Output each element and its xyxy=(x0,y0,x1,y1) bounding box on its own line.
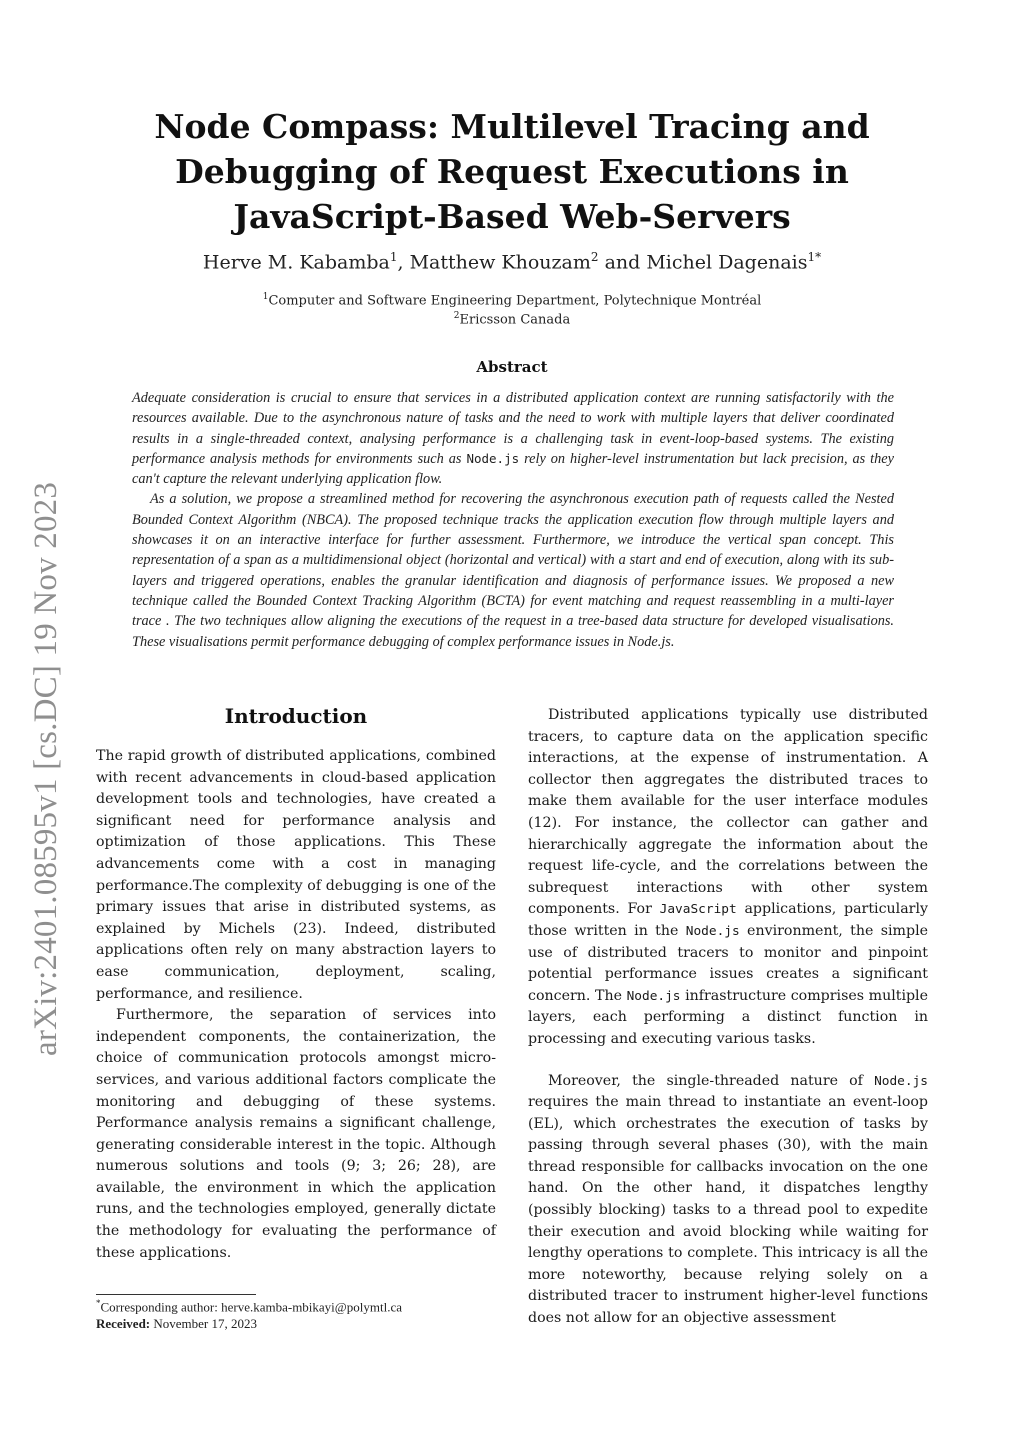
body-text: applications, particularly those written in the xyxy=(528,901,928,939)
abstract-text: Adequate consideration is crucial to ensure that services in a distributed application context are running satisfactorily with the resources available. Due to the asynchronous nature of tasks and the need to work with multiple layers that deliver coordinated results in a single-threaded context, analysing performance is a challenging task in event-loop-based systems. The existing performance analysis methods for environments such as xyxy=(132,390,894,467)
affiliation xyxy=(90,311,934,327)
abstract-body xyxy=(132,388,894,652)
body-text: environment, the simple use of distributed tracers to monitor and pinpoint potential performance issues creates a significant concern. The xyxy=(528,922,929,1004)
body-text: requires the main thread to instantiate an event-loop (EL), which orchestrates the execution of tasks by passing through several phases (30), with the main thread responsible for callbacks invocation on the one hand. On the other hand, it dispatches lengthy (possibly blocking) tasks to a thread pool to expedite their execution and avoid blocking while waiting for lengthy operations to complete. This intricacy is all the more noteworthy, because relying solely on a distributed tracer to instrument higher-level functions does not allow for an objective assessment xyxy=(528,1094,928,1327)
right-column xyxy=(528,705,928,1330)
body-text: infrastructure comprises multiple layers, each performing a distinct function in processing and executing various tasks. xyxy=(528,987,928,1047)
author-separator: , xyxy=(397,251,410,274)
author-mark: 1* xyxy=(807,250,822,264)
body-text: Moreover, the single-threaded nature of xyxy=(548,1072,875,1089)
inline-code: JavaScript xyxy=(659,902,737,918)
affiliation-mark: 1 xyxy=(262,292,269,302)
left-column xyxy=(96,702,496,1264)
author-separator: and xyxy=(598,251,647,274)
author-mark: 1 xyxy=(389,250,398,264)
body-paragraph: The rapid growth of distributed applications, combined with recent advancements in cloud-based application development tools and technologies, have created a significant need for performance analysis and optimization of those applications. This These advancements come with a cost in managing performance.The complexity of debugging is one of the primary issues that arise in distributed systems, as explained by Michels (23). Indeed, distributed applications often rely on many abstraction layers to ease communication, deployment, scaling, performance, and resilience. xyxy=(96,748,496,1002)
author-name: Michel Dagenais xyxy=(646,251,808,274)
footnote-corresponding-author xyxy=(96,1298,516,1315)
affiliation xyxy=(90,292,934,308)
author-name: Herve M. Kabamba xyxy=(202,251,390,274)
affiliation-text: Computer and Software Engineering Department, Polytechnique Montréal xyxy=(268,293,762,309)
abstract-text: rely on higher-level instrumentation but lack precision, as they can't capture the relevant underlying application flow. xyxy=(132,450,894,488)
body-paragraph: Furthermore, the separation of services into independent components, the containerization, the choice of communication protocols amongst micro-services, and various additional factors complicate the monitoring and debugging of these systems. Performance analysis remains a significant challenge, generating considerable interest in the topic. Although numerous solutions and tools (9; 3; 26; 28), are available, the environment in which the application runs, and the technologies employed, generally dictate the methodology for evaluating the performance of these applications. xyxy=(96,1007,496,1261)
abstract-paragraph: As a solution, we propose a streamlined method for recovering the asynchronous execution path of requests called the Nested Bounded Context Algorithm (NBCA). The proposed technique tracks the application execution flow through multiple layers and showcases it on an interactive interface for further assessment. Furthermore, we introduce the vertical span concept. This representation of a span as a multidimensional object (horizontal and vertical) with a start and end of execution, along with its sub-layers and triggered operations, enables the granular identification and diagnosis of performance issues. We proposed a new technique called the Bounded Context Tracking Algorithm (BCTA) for event matching and request reassembling in a multi-layer trace . The two techniques allow aligning the executions of the request in a tree-based data structure for developed visualisations. These visualisations permit performance debugging of complex performance issues in Node.js. xyxy=(132,491,894,650)
inline-code: Node.js xyxy=(685,923,740,939)
body-text: Distributed applications typically use distributed tracers, to capture data on the application specific interactions, at the expense of instrumentation. A collector then aggregates the distributed traces to make them available for the user interface modules (12). For instance, the collector can gather and hierarchically aggregate the information about the request life-cycle, and the correlations between the subrequest interactions with other system components. For xyxy=(528,707,928,918)
footnote-mark: * xyxy=(96,1298,101,1308)
body-paragraph xyxy=(528,1071,928,1330)
section-heading-introduction: Introduction xyxy=(224,704,368,728)
arxiv-identifier: arXiv:2401.08595v1 [cs.DC] 19 Nov 2023 xyxy=(28,481,64,1056)
author-mark: 2 xyxy=(590,250,599,264)
abstract-heading: Abstract xyxy=(476,358,548,376)
received-label: Received: xyxy=(96,1316,151,1331)
inline-code: Node.js xyxy=(466,450,520,466)
received-date: November 17, 2023 xyxy=(150,1316,258,1331)
paper-title: Node Compass: Multilevel Tracing and Debugging of Request Executions in JavaScript-Based Web-Servers xyxy=(154,107,870,236)
affiliation-text: Ericsson Canada xyxy=(459,312,571,328)
author-list xyxy=(90,250,934,273)
author-name: Matthew Khouzam xyxy=(409,251,591,274)
inline-code: Node.js xyxy=(874,1073,928,1089)
abstract-paragraph xyxy=(132,388,894,489)
footnote-text: Corresponding author: herve.kamba-mbikayi@polymtl.ca xyxy=(100,1299,403,1315)
footnote-divider xyxy=(96,1294,256,1295)
footnote-received xyxy=(96,1316,516,1332)
inline-code: Node.js xyxy=(626,988,681,1004)
body-paragraph xyxy=(528,705,928,1051)
affiliation-mark: 2 xyxy=(453,311,460,321)
